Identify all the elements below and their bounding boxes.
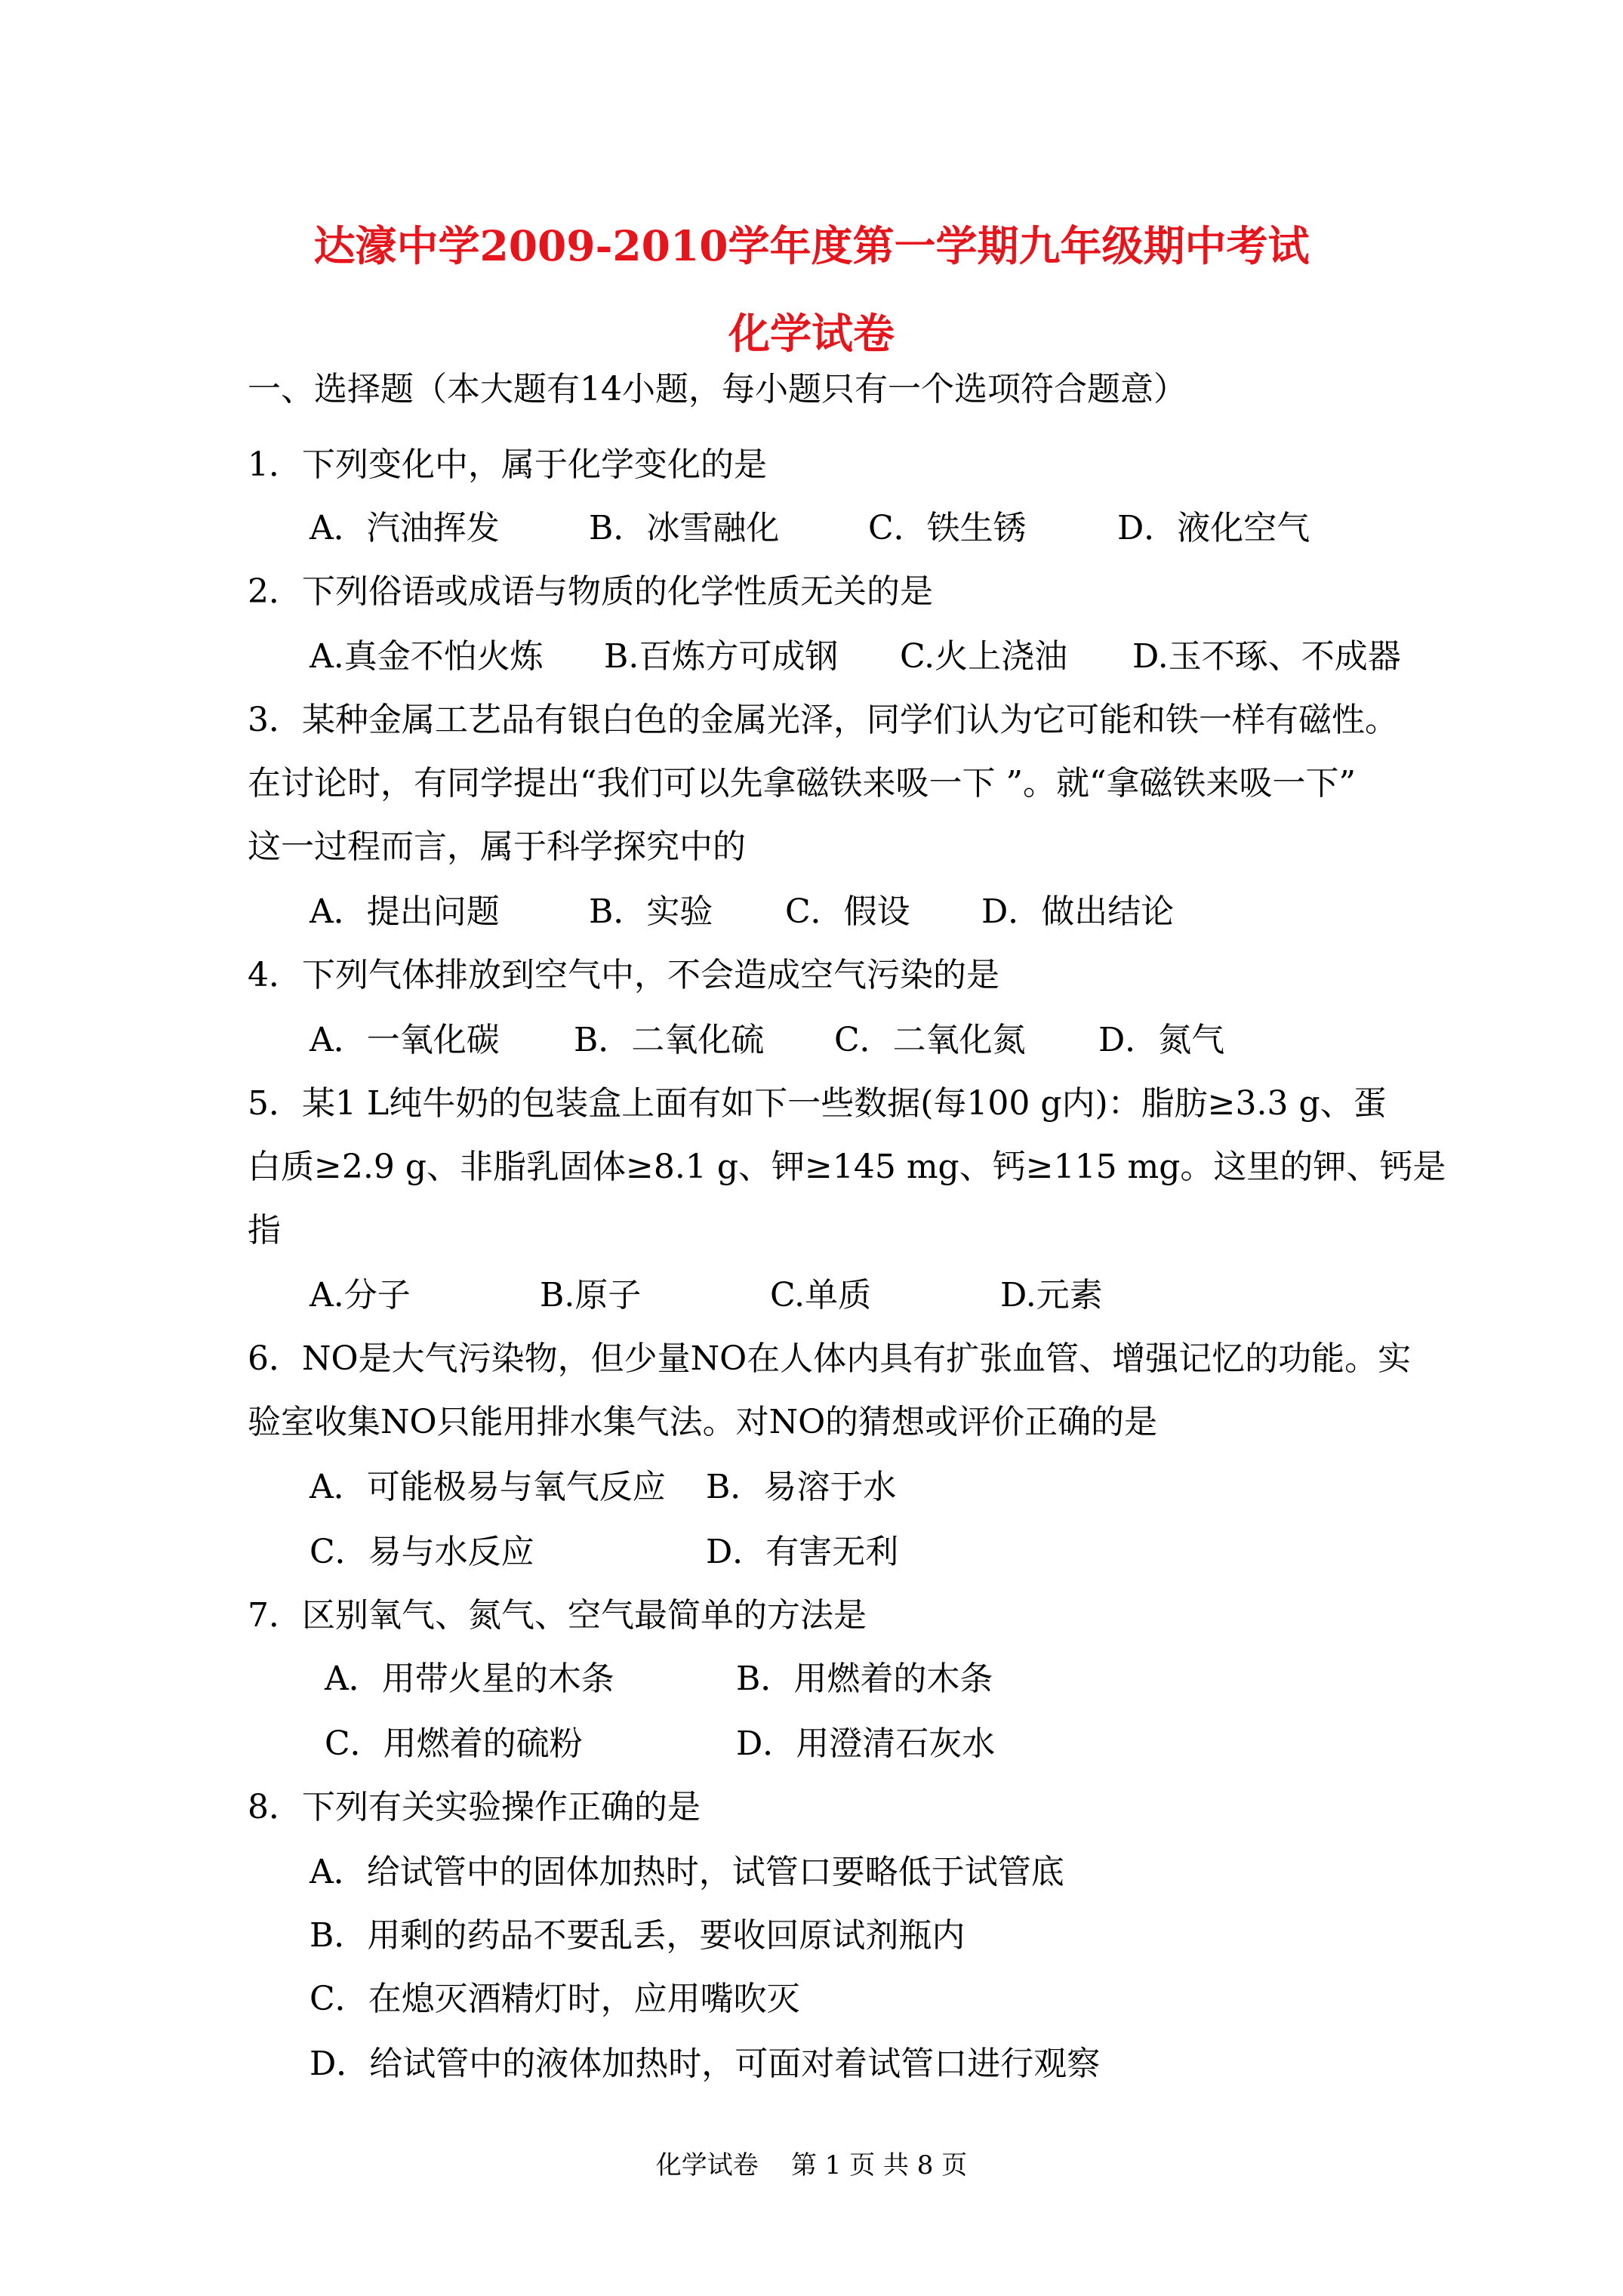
question-3-line-1: 3．某种金属工艺品有银白色的金属光泽，同学们认为它可能和铁一样有磁性。 [248,701,1398,739]
page-footer: 化学试卷 第 1 页 共 8 页 [655,2150,968,2180]
question-3-option-a: A．提出问题 [310,892,500,931]
question-4-option-a: A．一氧化碳 [310,1021,500,1059]
question-2-option-d: D.玉不琢、不成器 [1132,637,1401,676]
question-7-stem: 7．区别氧气、氮气、空气最简单的方法是 [248,1596,867,1635]
exam-title: 达濠中学2009-2010学年度第一学期九年级期中考试 [313,221,1310,270]
question-3-line-2: 在讨论时，有同学提出“我们可以先拿磁铁来吸一下 ”。就“拿磁铁来吸一下” [248,764,1356,803]
question-7-option-b: B．用燃着的木条 [736,1660,993,1698]
question-5-line-1: 5．某1 L纯牛奶的包装盒上面有如下一些数据(每100 g内)：脂肪≥3.3 g、蛋 [248,1084,1387,1123]
question-3-option-b: B．实验 [589,892,713,931]
question-5-option-d: D.元素 [1000,1276,1103,1314]
exam-subtitle: 化学试卷 [728,309,895,358]
question-4-option-b: B．二氧化硫 [574,1021,765,1059]
question-8-option-c: C．在熄灭酒精灯时，应用嘴吹灭 [310,1980,800,2018]
question-2-option-a: A.真金不怕火炼 [310,637,544,676]
question-3-option-c: C．假设 [785,892,910,931]
question-5-option-a: A.分子 [310,1276,411,1314]
question-7-option-d: D．用澄清石灰水 [736,1724,996,1763]
question-6-option-b: B．易溶于水 [706,1468,897,1506]
question-2-stem: 2．下列俗语或成语与物质的化学性质无关的是 [248,572,933,611]
question-4-option-c: C．二氧化氮 [834,1021,1026,1059]
section-heading: 一、选择题（本大题有14小题，每小题只有一个选项符合题意） [248,370,1187,408]
question-5-option-b: B.原子 [540,1276,642,1314]
question-1-option-a: A．汽油挥发 [310,509,500,547]
question-1-option-b: B．冰雪融化 [589,509,780,547]
question-3-option-d: D．做出结论 [981,892,1175,931]
question-6-option-a: A．可能极易与氧气反应 [310,1468,666,1506]
question-6-line-2: 验室收集NO只能用排水集气法。对NO的猜想或评价正确的是 [248,1403,1158,1441]
question-1-option-c: C．铁生锈 [868,509,1027,547]
question-1-stem: 1．下列变化中，属于化学变化的是 [248,445,767,484]
question-1-option-d: D．液化空气 [1117,509,1310,547]
question-8-option-d: D．给试管中的液体加热时，可面对着试管口进行观察 [310,2045,1101,2083]
question-6-line-1: 6．NO是大气污染物，但少量NO在人体内具有扩张血管、增强记忆的功能。实 [248,1339,1412,1378]
question-7-option-a: A．用带火星的木条 [325,1660,614,1698]
question-8-option-a: A．给试管中的固体加热时，试管口要略低于试管底 [310,1853,1064,1891]
question-4-option-d: D．氮气 [1098,1021,1225,1059]
question-8-stem: 8．下列有关实验操作正确的是 [248,1788,701,1826]
question-4-stem: 4．下列气体排放到空气中，不会造成空气污染的是 [248,956,999,994]
question-5-line-3: 指 [248,1211,281,1250]
question-2-option-b: B.百炼方可成钢 [604,637,839,676]
question-8-option-b: B．用剩的药品不要乱丢，要收回原试剂瓶内 [310,1916,965,1955]
question-5-line-2: 白质≥2.9 g、非脂乳固体≥8.1 g、钾≥145 mg、钙≥115 mg。这里的钾、钙是 [248,1148,1446,1186]
question-3-line-3: 这一过程而言，属于科学探究中的 [248,827,746,866]
question-5-option-c: C.单质 [770,1276,872,1314]
question-6-option-c: C．易与水反应 [310,1533,534,1571]
question-6-option-d: D．有害无利 [706,1533,899,1571]
question-7-option-c: C．用燃着的硫粉 [325,1724,583,1763]
question-2-option-c: C.火上浇油 [900,637,1068,676]
